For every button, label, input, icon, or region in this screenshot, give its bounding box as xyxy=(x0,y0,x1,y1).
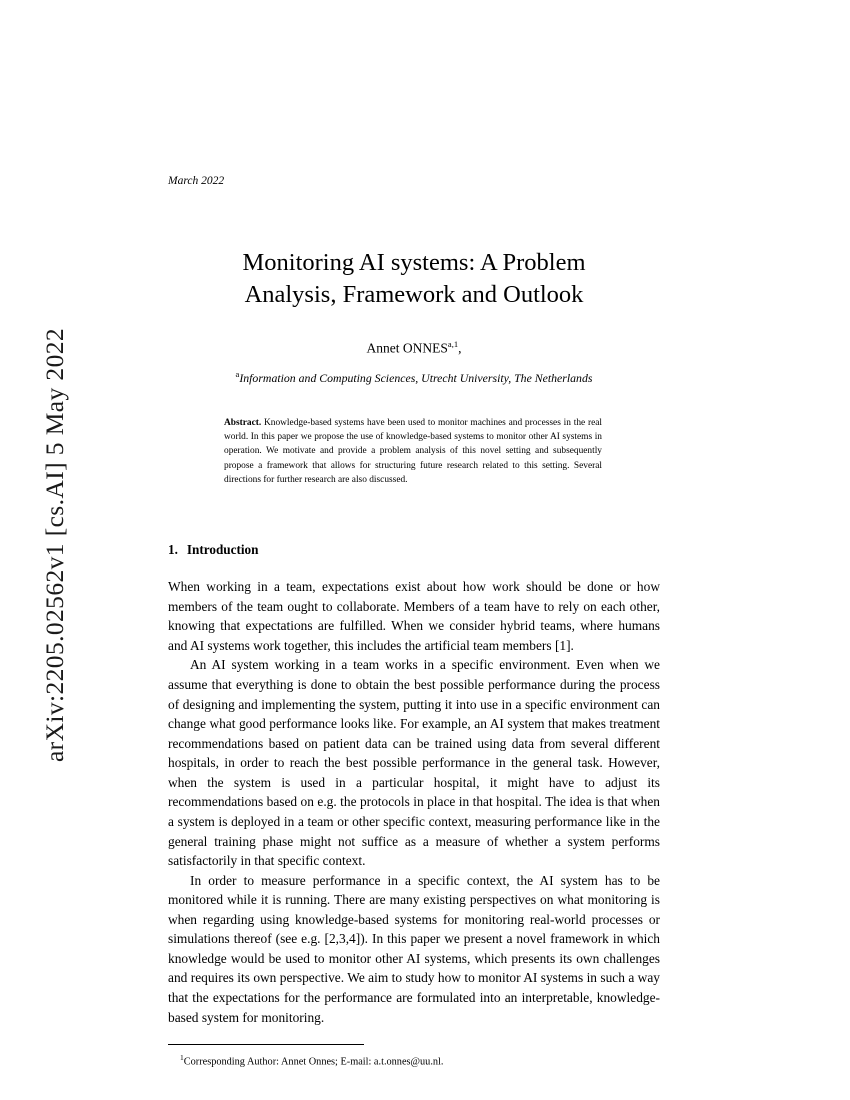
affiliation xyxy=(168,369,660,386)
footnote-divider xyxy=(168,1044,364,1045)
section-number: 1. xyxy=(168,542,178,558)
paragraph-3: In order to measure performance in a specific context, the AI system has to be monitored while it is running. There are many existing perspectives on what monitoring is when regarding using knowledge-based systems for monitoring real-world processes or simulations thereof (see e.g. [2,3,4]). In this paper we present a novel framework in which knowledge would be used to monitor other AI systems, which presents its own challenges and requires its own perspective. We aim to study how to monitor AI systems in such a way that the expectations for the performance are formulated into an interpretable, knowledge-based system for monitoring. xyxy=(168,872,660,1025)
affiliation-text: Information and Computing Sciences, Utrecht University, The Netherlands xyxy=(239,370,593,385)
author-trailing-comma: , xyxy=(458,340,462,356)
title-line-1: Monitoring AI systems: A Problem xyxy=(242,248,586,276)
footnote-text: Corresponding Author: Annet Onnes; E-mail: a.t.onnes@uu.nl. xyxy=(183,1056,444,1068)
abstract-label: Abstract. xyxy=(224,417,262,428)
title-line-2: Analysis, Framework and Outlook xyxy=(244,281,584,309)
body-text xyxy=(168,577,660,1027)
author-list xyxy=(168,339,660,357)
author-affiliation-marker: a,1 xyxy=(447,339,459,350)
author-name: Annet ONNES xyxy=(366,340,448,356)
abstract-block xyxy=(224,416,602,487)
paper-content-column xyxy=(168,0,660,1069)
footnote xyxy=(180,1053,660,1069)
affiliation-marker: a xyxy=(235,368,240,379)
publication-date: March 2022 xyxy=(168,175,225,187)
section-heading-introduction xyxy=(168,542,660,558)
abstract-text: Knowledge-based systems have been used to monitor machines and processes in the real world. In this paper we propose the use of knowledge-based systems to monitor other AI systems in operation. We motivate and provide a problem analysis of this novel setting and subsequently propose a framework that allows for structuring future research related to this setting. Several directions for further research are also discussed. xyxy=(224,417,602,485)
section-title: Introduction xyxy=(186,542,259,558)
arxiv-identifier-stamp: arXiv:2205.02562v1 [cs.AI] 5 May 2022 xyxy=(40,327,69,763)
footnote-marker: 1 xyxy=(180,1053,184,1063)
paragraph-2: An AI system working in a team works in a specific environment. Even when we assume that everything is done to obtain the best possible performance during the process of designing and implementing the system, putting it into use in a specific environment can change what good performance looks like. For example, an AI system that makes treatment recommendations based on patient data can be trained using data from several different hospitals, in order to reach the best possible performance in the general task. However, when the system is used in a particular hospital, it might have to adjust its recommendations based on e.g. the protocols in place in that hospital. The idea is that when a system is deployed in a team or other specific context, measuring performance like in the general training phase might not suffice as a measure of whether a system performs satisfactorily in that specific context. xyxy=(168,657,660,869)
page-title xyxy=(168,247,660,312)
paragraph-1: When working in a team, expectations exist about how work should be done or how members of the team ought to collaborate. Members of a team have to rely on each other, knowing that expectations are fulfilled. When we consider hybrid teams, where humans and AI systems work together, this includes the artificial team members [1]. xyxy=(168,579,660,653)
